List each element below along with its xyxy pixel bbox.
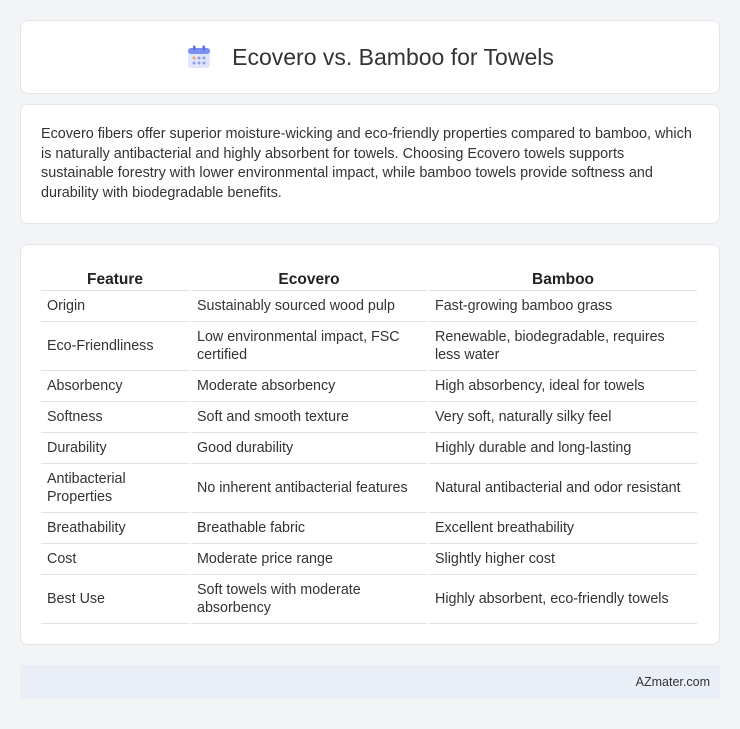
intro-text: Ecovero fibers offer superior moisture-wicking and eco-friendly properties compared to bamboo, which is naturally antibacterial and highly absorbent for towels. Choosing Ecovero towels supports sustainable forestry with lower environmental impact, while bamboo towels provide softness and durability with biodegradable benefits.: [41, 126, 692, 201]
table-row: [41, 464, 697, 513]
comparison-table: [39, 265, 699, 624]
cell-ecovero: Sustainably sourced wood pulp: [191, 291, 427, 322]
cell-ecovero: Moderate absorbency: [191, 371, 427, 402]
cell-bamboo: Renewable, biodegradable, requires less water: [429, 322, 697, 371]
table-row: [41, 402, 697, 433]
cell-ecovero: Soft and smooth texture: [191, 402, 427, 433]
calendar-icon: [186, 44, 212, 70]
cell-feature: Origin: [41, 291, 189, 322]
cell-ecovero: Moderate price range: [191, 544, 427, 575]
page-title: Ecovero vs. Bamboo for Towels: [232, 43, 554, 70]
cell-bamboo: Natural antibacterial and odor resistant: [429, 464, 697, 513]
cell-feature: Antibacterial Properties: [41, 464, 189, 513]
cell-feature: Absorbency: [41, 371, 189, 402]
cell-feature: Softness: [41, 402, 189, 433]
table-row: [41, 291, 697, 322]
cell-feature: Durability: [41, 433, 189, 464]
cell-feature: Cost: [41, 544, 189, 575]
cell-feature: Eco-Friendliness: [41, 322, 189, 371]
cell-ecovero: Good durability: [191, 433, 427, 464]
cell-bamboo: Fast-growing bamboo grass: [429, 291, 697, 322]
cell-feature: Breathability: [41, 513, 189, 544]
cell-bamboo: Excellent breathability: [429, 513, 697, 544]
table-row: [41, 371, 697, 402]
cell-bamboo: Highly absorbent, eco-friendly towels: [429, 575, 697, 624]
cell-feature: Best Use: [41, 575, 189, 624]
table-row: [41, 433, 697, 464]
cell-bamboo: Very soft, naturally silky feel: [429, 402, 697, 433]
header-ecovero: Ecovero: [191, 265, 427, 291]
table-row: [41, 513, 697, 544]
comparison-card: [20, 244, 720, 645]
header-feature: Feature: [41, 265, 189, 291]
footer-brand[interactable]: AZmater.com: [635, 675, 710, 689]
cell-ecovero: Soft towels with moderate absorbency: [191, 575, 427, 624]
table-row: [41, 575, 697, 624]
table-row: [41, 544, 697, 575]
intro-card: [20, 104, 720, 224]
cell-bamboo: Highly durable and long-lasting: [429, 433, 697, 464]
cell-ecovero: Low environmental impact, FSC certified: [191, 322, 427, 371]
table-row: [41, 322, 697, 371]
cell-ecovero: No inherent antibacterial features: [191, 464, 427, 513]
footer: [20, 665, 720, 699]
cell-bamboo: Slightly higher cost: [429, 544, 697, 575]
header-bamboo: Bamboo: [429, 265, 697, 291]
cell-ecovero: Breathable fabric: [191, 513, 427, 544]
cell-bamboo: High absorbency, ideal for towels: [429, 371, 697, 402]
title-card: [20, 20, 720, 94]
